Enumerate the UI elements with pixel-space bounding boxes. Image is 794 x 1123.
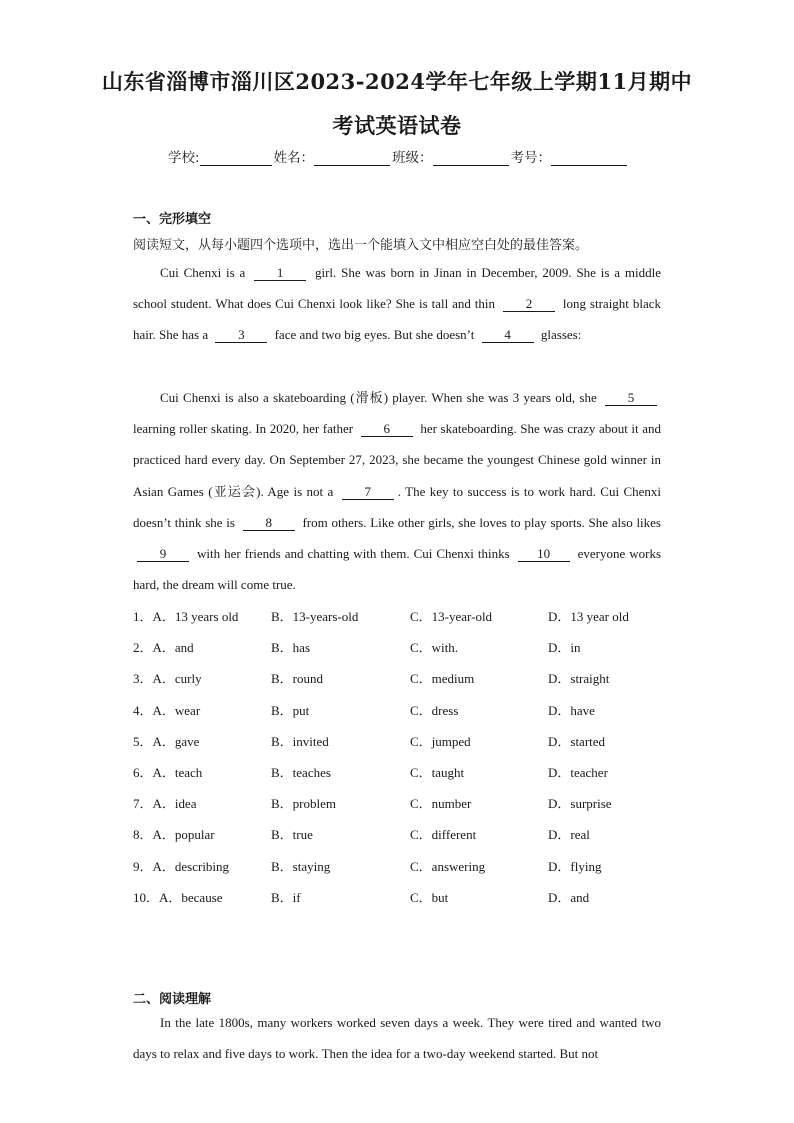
- cloze-paragraph-2: Cui Chenxi is also a skateboarding (滑板) player. When she was 3 years old, she 5 learning roller skating. In 2020, her father 6 her skateboarding. She was crazy about it and practiced hard every day. On September 27, 2023, she became the youngest Chinese gold winner in Asian Games (亚运会). Age is not a 7 . The key to success is to work hard. Cui Chenxi doesn’t think she is 8 from others. Like other girls, she loves to play sports. She also likes 9 with her friends and chatting with them. Cui Chenxi thinks 10 everyone works hard, the dream will come true.: [133, 390, 662, 593]
- cloze-blank-1: 1: [254, 265, 306, 281]
- option-c[interactable]: C．different: [410, 827, 477, 843]
- option-d[interactable]: D．real: [548, 827, 590, 843]
- student-info-row: [168, 146, 629, 166]
- question-row: [133, 631, 673, 662]
- option-b[interactable]: B．13-years-old: [271, 609, 359, 624]
- cloze-blank-2: 2: [503, 296, 555, 312]
- option-c[interactable]: C．13-year-old: [410, 609, 493, 624]
- cloze-paragraph-1: Cui Chenxi is a 1 girl. She was born in Jinan in December, 2009. She is a middle school student. What does Cui Chenxi look like? She is tall and thin 2 long straight black hair. She has a 3 face and two big eyes. But she doesn’t 4 glasses:: [133, 265, 662, 343]
- option-d[interactable]: D．started: [548, 733, 606, 749]
- option-c[interactable]: C．taught: [410, 764, 465, 780]
- option-b[interactable]: B．has: [271, 640, 311, 656]
- question-row: [133, 662, 673, 693]
- question-row: [133, 850, 673, 881]
- section1-instruction: 阅读短文，从每小题四个选项中，选出一个能填入文中相应空白处的最佳答案。: [133, 238, 589, 253]
- option-a[interactable]: 6．A．teach: [133, 764, 203, 780]
- option-a[interactable]: 1．A．13 years old: [133, 609, 239, 624]
- cloze-blank-3: 3: [215, 327, 267, 343]
- option-d[interactable]: D．13 year old: [548, 609, 629, 624]
- option-b[interactable]: B．problem: [271, 796, 336, 812]
- reading-paragraph-1: In the late 1800s, many workers worked seven days a week. They were tired and wanted two days to relax and five days to work. Then the idea for a two-day weekend started. But not: [133, 1015, 661, 1062]
- option-a[interactable]: 4．A．wear: [133, 702, 201, 718]
- exam-title-line1: 山东省淄博市淄川区2023-2024学年七年级上学期11月期中: [101, 69, 693, 94]
- question-row: [133, 881, 673, 912]
- name-blank[interactable]: [314, 151, 390, 166]
- option-b[interactable]: B．true: [271, 827, 313, 843]
- option-c[interactable]: C．jumped: [410, 733, 471, 749]
- option-a[interactable]: 3．A．curly: [133, 671, 202, 687]
- option-d[interactable]: D．surprise: [548, 796, 612, 812]
- option-b[interactable]: B．if: [271, 889, 301, 905]
- question-row: [133, 600, 673, 631]
- cloze-blank-7: 7: [342, 484, 394, 500]
- school-label: 学校:: [168, 150, 200, 166]
- option-d[interactable]: D．straight: [548, 671, 610, 687]
- option-d[interactable]: D．teacher: [548, 764, 608, 780]
- option-c[interactable]: C．but: [410, 889, 449, 905]
- option-c[interactable]: C．number: [410, 796, 472, 812]
- cloze-blank-5: 5: [605, 390, 657, 406]
- option-d[interactable]: D．and: [548, 889, 590, 905]
- class-label: 班级：: [392, 150, 433, 166]
- option-c[interactable]: C．dress: [410, 702, 459, 718]
- option-a[interactable]: 5．A．gave: [133, 733, 200, 749]
- section2-heading: 二、阅读理解: [133, 992, 212, 1007]
- class-blank[interactable]: [433, 151, 509, 166]
- cloze-options-list: [133, 600, 673, 912]
- option-b[interactable]: B．invited: [271, 733, 329, 749]
- option-c[interactable]: C．answering: [410, 858, 486, 874]
- option-d[interactable]: D．in: [548, 640, 581, 656]
- option-a[interactable]: 8．A．popular: [133, 827, 215, 843]
- exam-title-line2: 考试英语试卷: [332, 113, 462, 138]
- cloze-blank-8: 8: [243, 515, 295, 531]
- question-row: [133, 725, 673, 756]
- option-c[interactable]: C．with.: [410, 640, 459, 656]
- cloze-blank-10: 10: [518, 546, 570, 562]
- question-row: [133, 818, 673, 849]
- question-row: [133, 756, 673, 787]
- question-row: [133, 787, 673, 818]
- number-blank[interactable]: [551, 151, 627, 166]
- option-a[interactable]: 7．A．idea: [133, 796, 197, 812]
- name-label: 姓名：: [273, 150, 315, 166]
- option-d[interactable]: D．have: [548, 702, 595, 718]
- option-b[interactable]: B．round: [271, 671, 324, 687]
- cloze-blank-4: 4: [482, 327, 534, 343]
- number-label: 考号：: [510, 150, 552, 166]
- school-blank[interactable]: [200, 151, 272, 166]
- cloze-blank-6: 6: [361, 421, 413, 437]
- cloze-blank-9: 9: [137, 546, 189, 562]
- option-c[interactable]: C．medium: [410, 671, 475, 687]
- option-b[interactable]: B．put: [271, 702, 310, 718]
- option-a[interactable]: 10．A．because: [133, 889, 223, 905]
- option-b[interactable]: B．staying: [271, 858, 331, 874]
- option-a[interactable]: 2．A．and: [133, 640, 194, 656]
- section1-heading: 一、完形填空: [133, 212, 212, 227]
- option-a[interactable]: 9．A．describing: [133, 858, 230, 874]
- option-d[interactable]: D．flying: [548, 858, 602, 874]
- question-row: [133, 694, 673, 725]
- option-b[interactable]: B．teaches: [271, 764, 331, 780]
